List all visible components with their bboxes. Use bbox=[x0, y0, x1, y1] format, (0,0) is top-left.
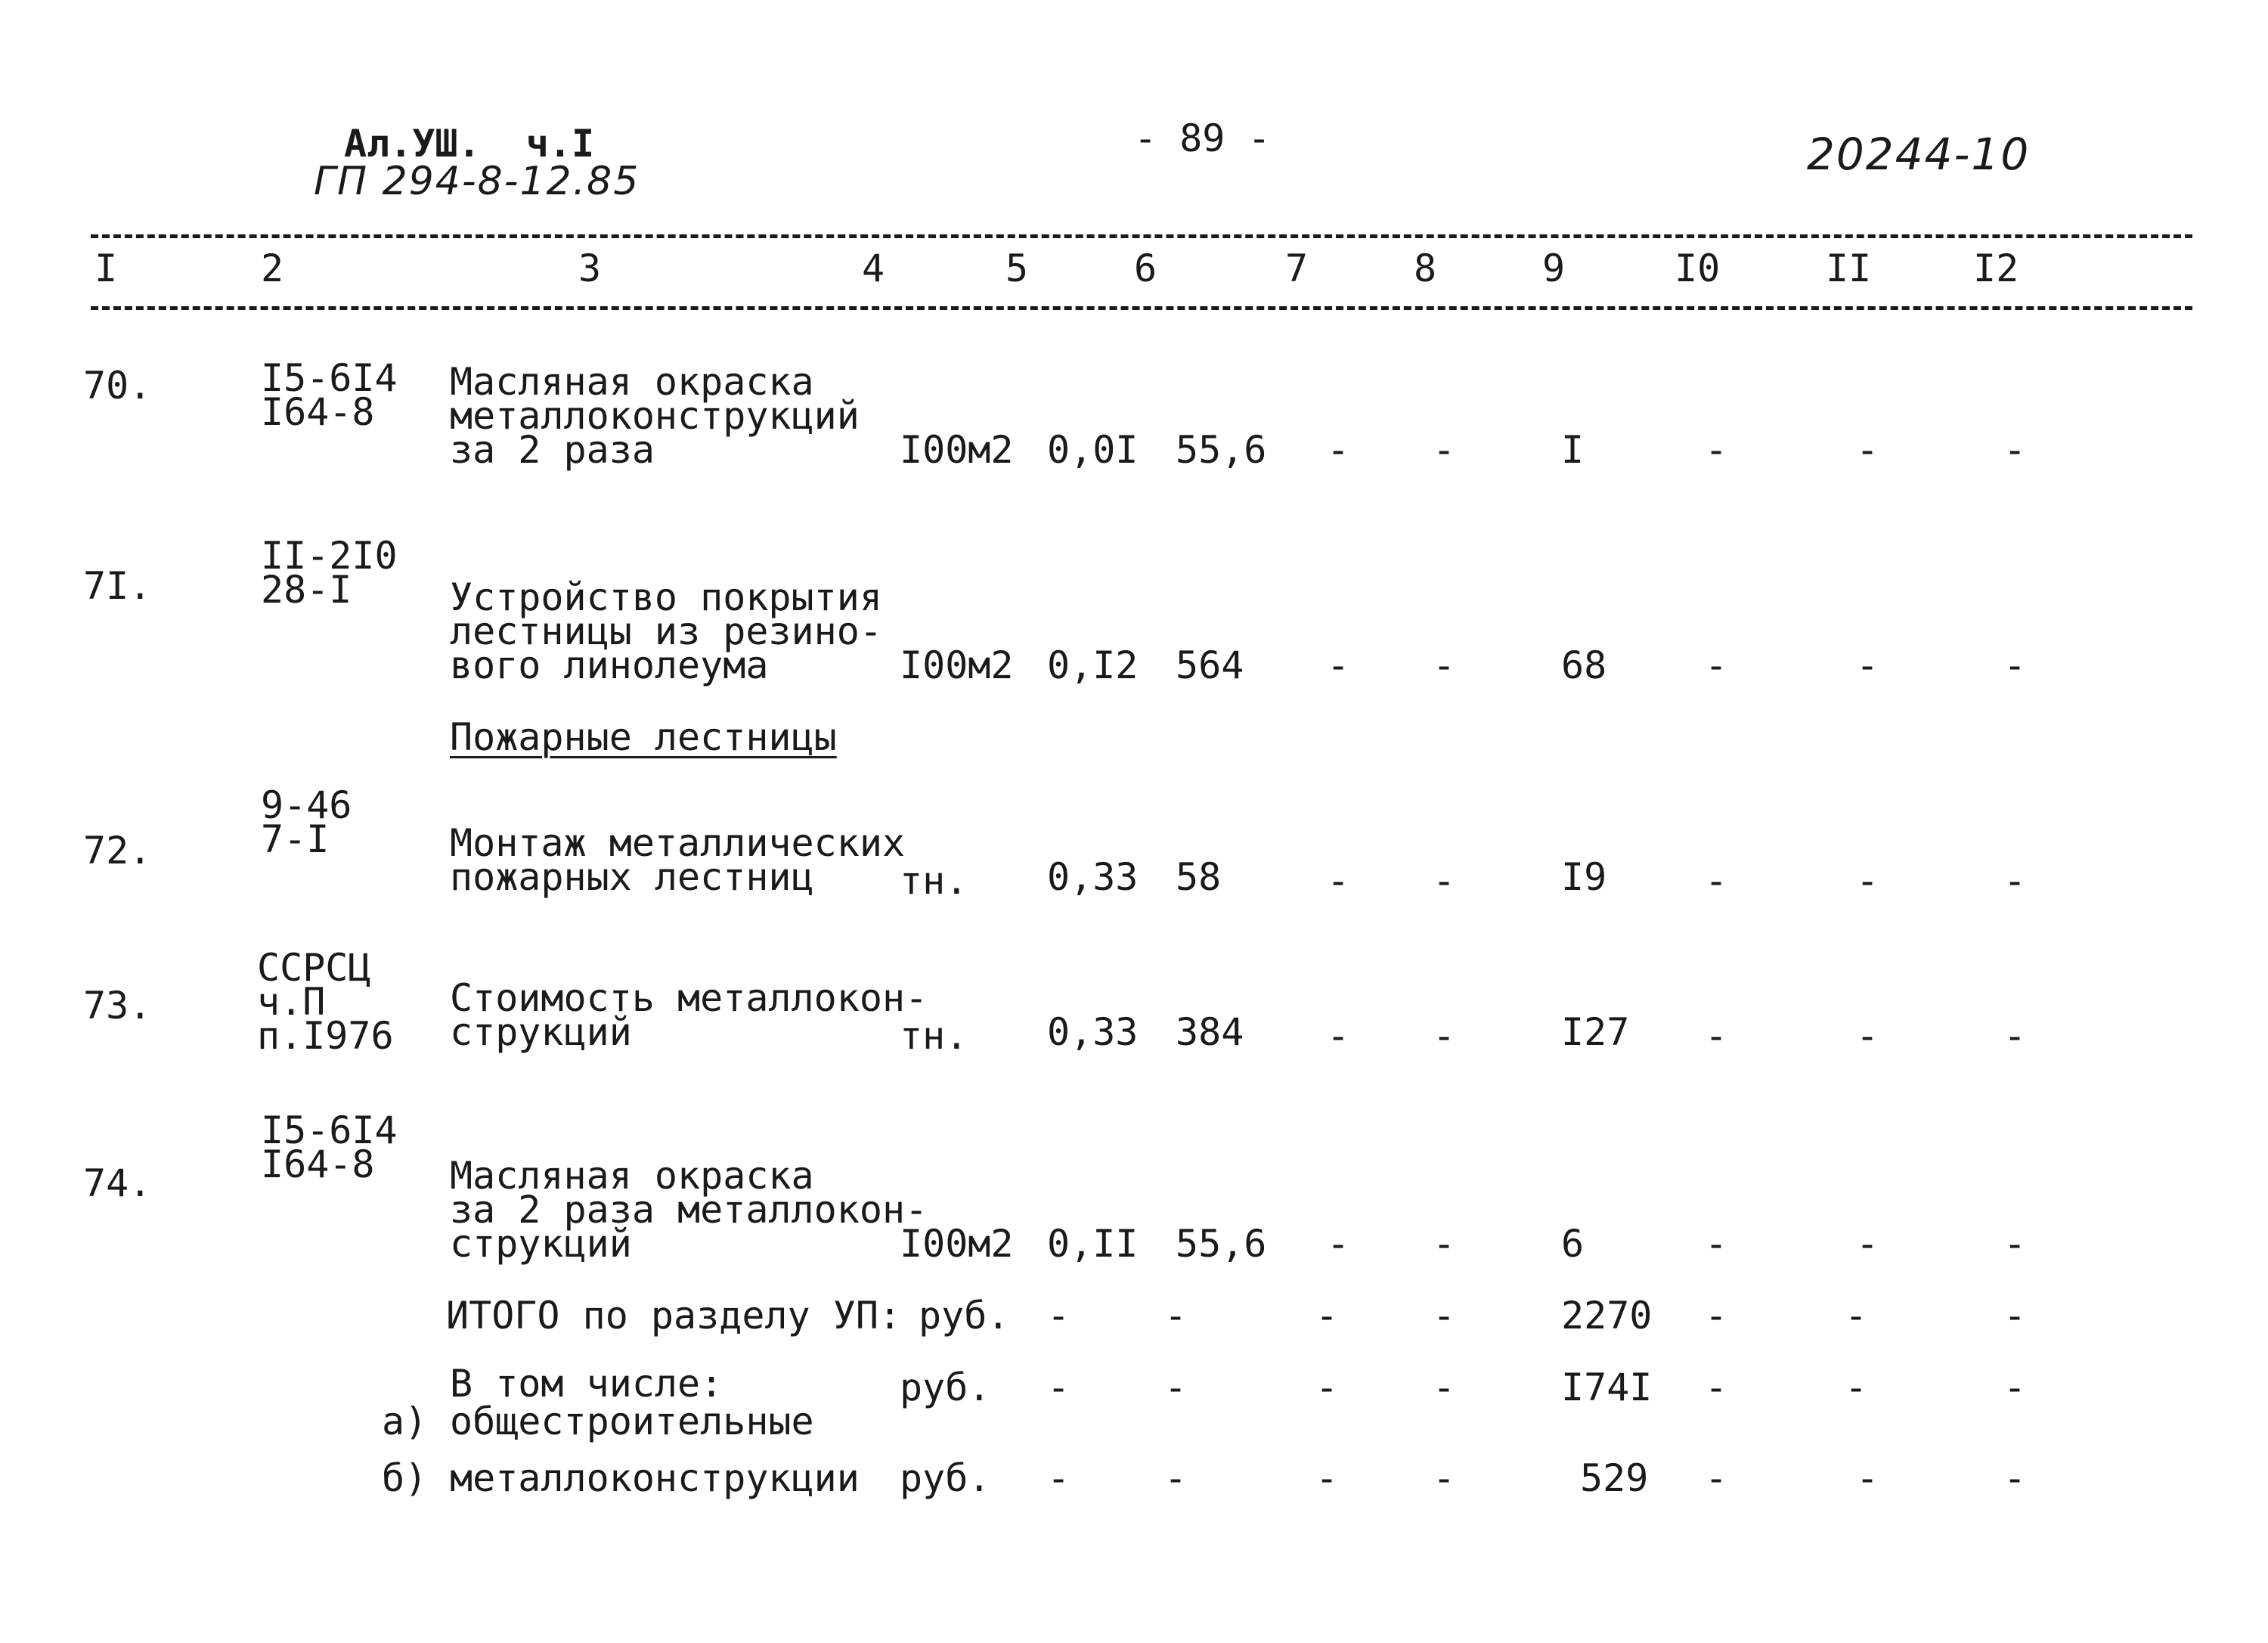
work-description-line: лестницы из резино- bbox=[450, 609, 882, 653]
cell-col8: - bbox=[1433, 643, 1456, 687]
header-top-rule bbox=[91, 234, 2192, 238]
column-header-7: 7 bbox=[1285, 246, 1309, 290]
work-description-line: металлоконструкций bbox=[450, 394, 860, 438]
cell-col10: - bbox=[1705, 1294, 1728, 1338]
cell-col12: - bbox=[2003, 1014, 2027, 1058]
cost-cell: 2270 bbox=[1561, 1294, 1653, 1338]
cell-col7: - bbox=[1327, 859, 1350, 903]
list-marker: а) bbox=[382, 1400, 428, 1443]
cell-col7: - bbox=[1327, 643, 1350, 687]
cell-col11: - bbox=[1856, 1456, 1879, 1500]
work-description-line: за 2 раза bbox=[450, 428, 655, 472]
cell-col10: - bbox=[1705, 643, 1728, 687]
work-description-line: Стоимость металлокон- bbox=[450, 976, 928, 1020]
work-description-line: струкций bbox=[450, 1010, 632, 1054]
unit-cell: руб. bbox=[900, 1366, 991, 1409]
cost-cell: I bbox=[1561, 428, 1585, 472]
column-header-6: 6 bbox=[1134, 246, 1157, 290]
norm-code-line: I64-8 bbox=[261, 390, 375, 434]
norm-code-line: I5-6I4 bbox=[261, 1108, 398, 1152]
norm-code-line: 7-I bbox=[261, 817, 330, 861]
cell-col12: - bbox=[2003, 643, 2027, 687]
work-description-line: вого линолеума bbox=[450, 643, 769, 687]
unit-price-cell: 58 bbox=[1176, 855, 1222, 899]
quantity-cell: 0,33 bbox=[1047, 855, 1139, 899]
cell-col7: - bbox=[1315, 1456, 1339, 1500]
document-number: 20244-10 bbox=[1807, 129, 2031, 180]
cell-col11: - bbox=[1856, 1014, 1879, 1058]
cell-col8: - bbox=[1433, 1366, 1456, 1409]
norm-code-line: п.I976 bbox=[257, 1014, 394, 1058]
cost-cell: I9 bbox=[1561, 855, 1607, 899]
total-label: ИТОГО по разделу УП: bbox=[446, 1294, 902, 1338]
column-header-12: I2 bbox=[1973, 246, 2019, 290]
work-description-line: струкций bbox=[450, 1222, 632, 1266]
cell-col12: - bbox=[2003, 1222, 2027, 1266]
unit-price-cell: 55,6 bbox=[1176, 1222, 1267, 1266]
quantity-cell: 0,33 bbox=[1047, 1010, 1139, 1054]
cell-col6: - bbox=[1164, 1366, 1188, 1409]
norm-code-line: 28-I bbox=[261, 568, 352, 612]
row-number: 7I. bbox=[83, 564, 152, 608]
unit-cell: тн. bbox=[900, 1014, 968, 1058]
total-label: металлоконструкции bbox=[450, 1456, 860, 1500]
cell-col8: - bbox=[1433, 1294, 1456, 1338]
cell-col8: - bbox=[1433, 1014, 1456, 1058]
row-number: 72. bbox=[83, 829, 152, 873]
header-bottom-rule bbox=[91, 306, 2192, 310]
cell-col6: - bbox=[1164, 1294, 1188, 1338]
cell-col7: - bbox=[1327, 1014, 1350, 1058]
cell-col11: - bbox=[1845, 1366, 1868, 1409]
document-reference: Ал.УШ. ч.I bbox=[344, 122, 595, 166]
quantity-cell: 0,II bbox=[1047, 1222, 1139, 1266]
cell-col12: - bbox=[2003, 1294, 2027, 1338]
work-description-line: за 2 раза металлокон- bbox=[450, 1188, 928, 1232]
norm-code-line: ССРСЦ bbox=[257, 946, 371, 990]
cell-col11: - bbox=[1856, 1222, 1879, 1266]
unit-cell: руб. bbox=[900, 1456, 991, 1500]
norm-code-line: 9-46 bbox=[261, 783, 352, 827]
column-header-11: II bbox=[1826, 246, 1872, 290]
cell-col10: - bbox=[1705, 1222, 1728, 1266]
unit-price-cell: 384 bbox=[1176, 1010, 1244, 1054]
cell-col11: - bbox=[1856, 643, 1879, 687]
cell-col7: - bbox=[1327, 428, 1350, 472]
column-header-1: I bbox=[94, 246, 118, 290]
work-description-line: пожарных лестниц bbox=[450, 855, 814, 899]
column-header-2: 2 bbox=[261, 246, 284, 290]
cell-col11: - bbox=[1856, 428, 1879, 472]
cell-col6: - bbox=[1164, 1456, 1188, 1500]
cell-col11: - bbox=[1845, 1294, 1868, 1338]
quantity-cell: 0,0I bbox=[1047, 428, 1139, 472]
unit-cell: I00м2 bbox=[900, 428, 1014, 472]
cost-cell: I74I bbox=[1561, 1366, 1653, 1409]
unit-cell: руб. bbox=[919, 1294, 1010, 1338]
unit-price-cell: 564 bbox=[1176, 643, 1244, 687]
cell-col12: - bbox=[2003, 859, 2027, 903]
cell-col10: - bbox=[1705, 428, 1728, 472]
cell-col10: - bbox=[1705, 1366, 1728, 1409]
cell-col10: - bbox=[1705, 1014, 1728, 1058]
cell-col8: - bbox=[1433, 1222, 1456, 1266]
cell-col8: - bbox=[1433, 859, 1456, 903]
cell-col12: - bbox=[2003, 428, 2027, 472]
cell-col7: - bbox=[1315, 1294, 1339, 1338]
cell-col12: - bbox=[2003, 1456, 2027, 1500]
norm-code-line: I5-6I4 bbox=[261, 356, 398, 400]
total-label: общестроительные bbox=[450, 1400, 814, 1443]
unit-cell: I00м2 bbox=[900, 643, 1014, 687]
cell-col10: - bbox=[1705, 859, 1728, 903]
section-heading: Пожарные лестницы bbox=[450, 715, 837, 759]
cell-col12: - bbox=[2003, 1366, 2027, 1409]
work-description-line: Масляная окраска bbox=[450, 360, 814, 404]
cell-col5: - bbox=[1047, 1294, 1070, 1338]
row-number: 70. bbox=[83, 364, 152, 408]
row-number: 73. bbox=[83, 984, 152, 1028]
work-description-line: Устройство покрытия bbox=[450, 575, 882, 619]
quantity-cell: 0,I2 bbox=[1047, 643, 1139, 687]
column-header-3: 3 bbox=[578, 246, 602, 290]
cost-cell: I27 bbox=[1561, 1010, 1630, 1054]
cost-cell: 6 bbox=[1561, 1222, 1585, 1266]
work-description-line: Масляная окраска bbox=[450, 1154, 814, 1198]
column-header-5: 5 bbox=[1005, 246, 1029, 290]
cell-col7: - bbox=[1327, 1222, 1350, 1266]
norm-code-line: I64-8 bbox=[261, 1142, 375, 1186]
cell-col8: - bbox=[1433, 428, 1456, 472]
work-description-line: Монтаж металлических bbox=[450, 821, 906, 865]
list-marker: б) bbox=[382, 1456, 428, 1500]
norm-code-line: ч.П bbox=[257, 980, 326, 1024]
norm-code-line: II-2I0 bbox=[261, 534, 398, 578]
unit-cell: I00м2 bbox=[900, 1222, 1014, 1266]
cell-col5: - bbox=[1047, 1456, 1070, 1500]
row-number: 74. bbox=[83, 1161, 152, 1205]
total-label: В том числе: bbox=[450, 1362, 723, 1406]
page-number: - 89 - bbox=[1134, 116, 1271, 160]
column-header-4: 4 bbox=[862, 246, 885, 290]
cell-col7: - bbox=[1315, 1366, 1339, 1409]
cell-col5: - bbox=[1047, 1366, 1070, 1409]
column-header-9: 9 bbox=[1542, 246, 1566, 290]
column-header-10: I0 bbox=[1675, 246, 1721, 290]
cost-cell: 68 bbox=[1561, 643, 1607, 687]
cell-col11: - bbox=[1856, 859, 1879, 903]
project-code: ГП 294-8-12.85 bbox=[314, 159, 640, 204]
column-header-8: 8 bbox=[1414, 246, 1437, 290]
cost-cell: 529 bbox=[1580, 1456, 1649, 1500]
cell-col8: - bbox=[1433, 1456, 1456, 1500]
unit-price-cell: 55,6 bbox=[1176, 428, 1267, 472]
unit-cell: тн. bbox=[900, 859, 968, 903]
cell-col10: - bbox=[1705, 1456, 1728, 1500]
